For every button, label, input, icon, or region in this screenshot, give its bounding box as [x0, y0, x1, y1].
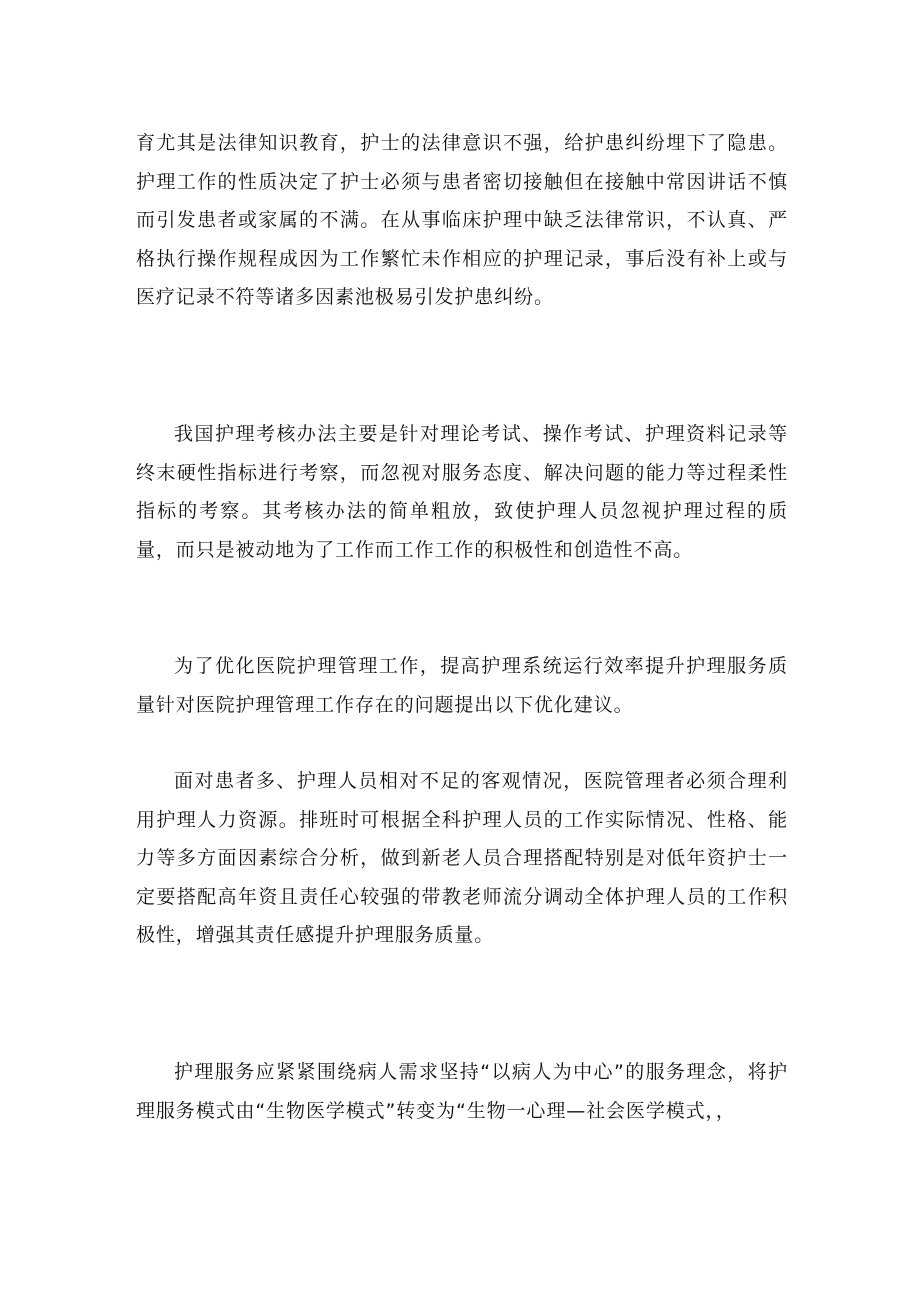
paragraph-service-model: 护理服务应紧紧围绕病人需求坚持“以病人为中心”的服务理念，将护理服务模式由“生物医学模式”转变为“生物一心理—社会医学模式，，: [136, 1061, 788, 1122]
paragraph-human-resources: 面对患者多、护理人员相对不足的客观情况，医院管理者必须合理利用护理人力资源。排班时可根据全科护理人员的工作实际情况、性格、能力等多方面因素综合分析，做到新老人员合理搭配特别是对低年资护士一定要搭配高年资且责任心较强的带教老师流分调动全体护理人员的工作积极性，增强其责任感提升护理服务质量。: [136, 770, 788, 946]
paragraph-optimization-intro: 为了优化医院护理管理工作，提高护理系统运行效率提升护理服务质量针对医院护理管理工作存在的问题提出以下优化建议。: [136, 655, 788, 716]
paragraph-assessment-methods: 我国护理考核办法主要是针对理论考试、操作考试、护理资料记录等终末硬性指标进行考察，而忽视对服务态度、解决问题的能力等过程柔性指标的考察。其考核办法的简单粗放，致使护理人员忽视护理过程的质量，而只是被动地为了工作而工作工作的积极性和创造性不高。: [136, 423, 788, 561]
document-page: [136, 0, 788, 1301]
paragraph-legal-awareness: 育尤其是法律知识教育，护士的法律意识不强，给护患纠纷埋下了隐患。护理工作的性质决定了护士必须与患者密切接触但在接触中常因讲话不慎而引发患者或家属的不满。在从事临床护理中缺乏法律常识，不认真、严格执行操作规程成因为工作繁忙未作相应的护理记录，事后没有补上或与医疗记录不符等诸多因素池极易引发护患纠纷。: [136, 132, 788, 308]
